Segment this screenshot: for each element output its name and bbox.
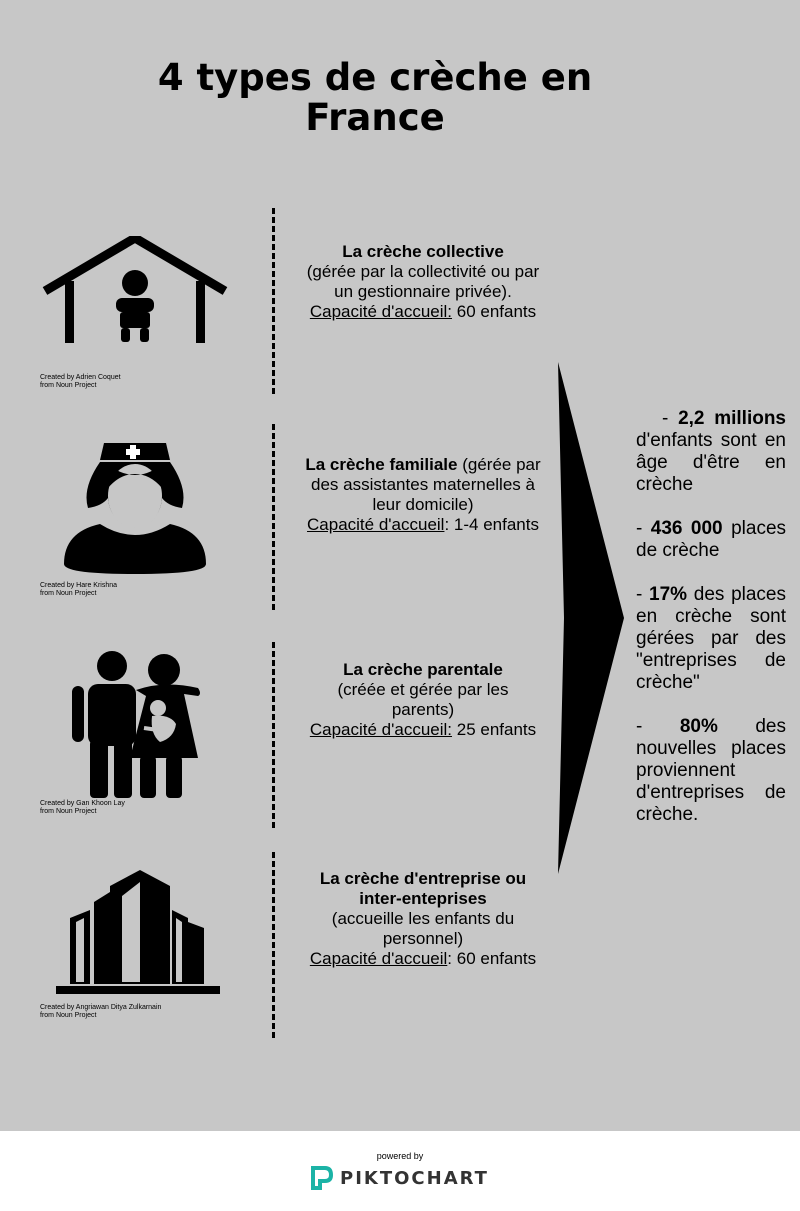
stat-figure: 17% — [649, 584, 688, 605]
credit-author: Created by Angriawan Ditya Zulkarnain — [40, 1004, 162, 1011]
capacity-value: 60 enfants — [456, 302, 537, 321]
stat-figure: 80% — [679, 716, 718, 737]
card-title: La crèche familiale — [305, 455, 458, 474]
powered-by-label: powered by — [376, 1151, 424, 1161]
creche-card-entreprise — [305, 869, 541, 969]
card-description: (créée et gérée par les parents) — [337, 680, 509, 719]
stat-text: places de crèche — [636, 518, 787, 561]
card-title: La crèche parentale — [343, 660, 503, 679]
page-title: 4 types de crèche en France — [157, 56, 593, 139]
creche-card-collective — [305, 242, 541, 322]
credit-author: Created by Hare Krishna — [40, 582, 118, 589]
credit-source: from Noun Project — [40, 590, 97, 597]
stat-prefix: - — [636, 716, 680, 737]
capacity-value: 25 enfants — [456, 720, 537, 739]
stats-panel — [636, 408, 786, 848]
family-icon — [66, 650, 206, 800]
icon-credit-3 — [40, 800, 125, 816]
stat-figure: 2,2 millions — [678, 408, 786, 429]
stat-text: des places en crèche sont gérées par des "entreprises de crèche" — [636, 584, 786, 693]
divider-4 — [272, 852, 275, 1038]
card-description: (accueille les enfants du personnel) — [331, 909, 515, 948]
credit-source: from Noun Project — [40, 808, 97, 815]
icon-credit-4 — [40, 1004, 161, 1020]
piktochart-logo[interactable] — [310, 1164, 489, 1192]
stat-figure: 436 000 — [650, 518, 723, 539]
creche-card-parentale — [305, 660, 541, 740]
footer — [0, 1131, 800, 1211]
capacity-label: Capacité d'accueil: — [309, 302, 453, 321]
stat-text: des nouvelles places proviennent d'entreprises de crèche. — [636, 716, 786, 825]
stat-prefix: - — [662, 408, 679, 429]
stat-item — [636, 584, 786, 694]
capacity-label: Capacité d'accueil: — [309, 720, 453, 739]
capacity-value: : 1-4 enfants — [444, 515, 539, 534]
credit-author: Created by Gan Khoon Lay — [40, 800, 125, 807]
credit-source: from Noun Project — [40, 1012, 97, 1019]
stat-item — [636, 518, 786, 562]
brand-name: PIKTOCHART — [340, 1167, 489, 1189]
credit-author: Created by Adrien Coquet — [40, 374, 121, 381]
nurse-icon — [60, 438, 210, 576]
creche-card-familiale — [305, 455, 541, 535]
card-title: La crèche collective — [342, 242, 504, 261]
card-description: (gérée par des assistantes maternelles à leur domicile) — [311, 455, 541, 514]
chevron-bracket-icon — [550, 360, 630, 876]
divider-2 — [272, 424, 275, 610]
capacity-label: Capacité d'accueil — [307, 515, 445, 534]
stat-text: d'enfants sont en âge d'être en crèche — [636, 430, 786, 495]
stat-item — [636, 408, 786, 496]
stat-prefix: - — [636, 584, 650, 605]
credit-source: from Noun Project — [40, 382, 97, 389]
stat-item — [636, 716, 786, 826]
divider-3 — [272, 642, 275, 828]
card-title: La crèche d'entreprise ou inter-enteprises — [319, 869, 527, 908]
house-baby-icon — [40, 236, 230, 348]
icon-credit-1 — [40, 374, 121, 390]
card-description: (gérée par la collectivité ou par un gestionnaire privée). — [306, 262, 540, 301]
piktochart-logo-icon — [310, 1165, 334, 1191]
capacity-label: Capacité d'accueil — [309, 949, 448, 968]
divider-1 — [272, 208, 275, 394]
capacity-value: : 60 enfants — [447, 949, 537, 968]
buildings-icon — [54, 866, 224, 996]
stat-prefix: - — [636, 518, 651, 539]
icon-credit-2 — [40, 582, 117, 598]
